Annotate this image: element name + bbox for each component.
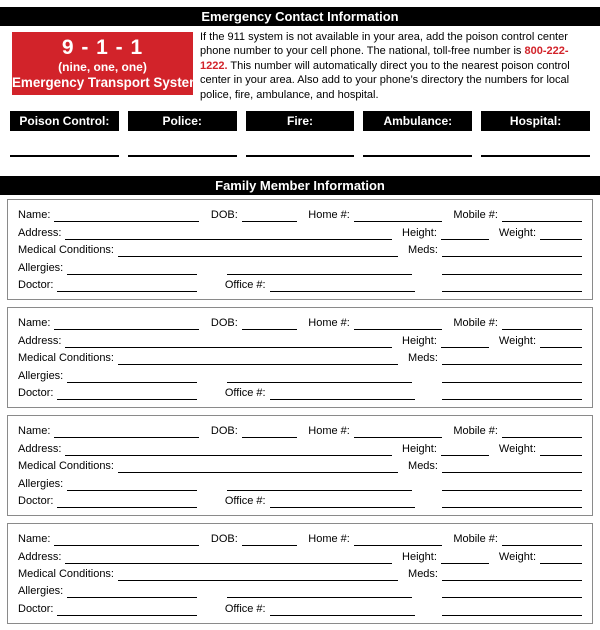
- meds-field: [408, 459, 582, 473]
- medical-conditions-label: Medical Conditions:: [18, 352, 114, 365]
- contact-label-bar-hospital: Hospital:: [481, 111, 590, 131]
- weight-blank: [540, 345, 582, 348]
- ambulance-blank-line: [363, 155, 472, 157]
- member-row-doctor: [18, 275, 582, 292]
- badge-911-number: 9 - 1 - 1: [61, 35, 144, 59]
- hospital-blank-line: [481, 155, 590, 157]
- home-phone-label: Home #:: [308, 317, 350, 330]
- meds-field: [408, 351, 582, 365]
- family-member-card: [7, 199, 593, 300]
- meds-continuation-blank-1: [442, 380, 582, 383]
- member-row-medical: [18, 240, 582, 257]
- meds-continuation-blank-2: [442, 397, 582, 400]
- member-row-address: [18, 222, 582, 239]
- name-blank: [54, 327, 199, 330]
- fire-blank-line: [246, 155, 355, 157]
- office-phone-blank: [270, 505, 415, 508]
- weight-field: [499, 550, 582, 564]
- meds-label: Meds:: [408, 244, 438, 257]
- contact-label-bar-fire: Fire:: [246, 111, 355, 131]
- meds-continuation-blank-1: [442, 595, 582, 598]
- poison-control-paragraph: [200, 30, 587, 102]
- home-phone-blank: [354, 543, 442, 546]
- medical-conditions-blank: [118, 470, 398, 473]
- allergies-field: [18, 261, 197, 275]
- poison-control-blank-line: [10, 155, 119, 157]
- name-field: [18, 316, 199, 330]
- home-phone-label: Home #:: [308, 209, 350, 222]
- dob-blank: [242, 543, 297, 546]
- office-phone-blank: [270, 397, 415, 400]
- address-field: [18, 334, 392, 348]
- mobile-phone-field: [453, 208, 582, 222]
- address-field: [18, 442, 392, 456]
- member-row-doctor: [18, 383, 582, 400]
- mobile-phone-field: [453, 316, 582, 330]
- weight-blank: [540, 237, 582, 240]
- contact-label-bar-ambulance: Ambulance:: [363, 111, 472, 131]
- meds-continuation-blank-1: [442, 488, 582, 491]
- address-label: Address:: [18, 550, 62, 563]
- weight-label: Weight:: [498, 334, 536, 347]
- height-blank: [441, 453, 489, 456]
- height-field: [402, 550, 489, 564]
- weight-label: Weight:: [498, 550, 536, 563]
- height-blank: [441, 561, 489, 564]
- doctor-field: [18, 386, 197, 400]
- meds-blank: [442, 578, 582, 581]
- home-phone-field: [308, 316, 442, 330]
- emergency-info-section: [12, 32, 587, 102]
- height-label: Height:: [402, 226, 437, 239]
- contact-label-bar-poison-control: Poison Control:: [10, 111, 119, 131]
- weight-label: Weight:: [498, 442, 536, 455]
- member-row-identity: [18, 529, 582, 546]
- name-label: Name:: [18, 533, 51, 546]
- family-member-card: [7, 307, 593, 408]
- office-phone-field: [225, 602, 415, 616]
- medical-conditions-label: Medical Conditions:: [18, 568, 114, 581]
- medical-conditions-field: [18, 243, 398, 257]
- doctor-field: [18, 494, 197, 508]
- office-phone-blank: [270, 289, 415, 292]
- allergies-field: [18, 369, 197, 383]
- address-field: [18, 226, 392, 240]
- address-label: Address:: [18, 334, 62, 347]
- meds-continuation-blank-2: [442, 289, 582, 292]
- weight-label: Weight:: [498, 226, 536, 239]
- address-field: [18, 550, 392, 564]
- emergency-contact-form: [0, 7, 600, 630]
- allergies-field: [18, 477, 197, 491]
- allergies-continuation-blank: [227, 380, 412, 383]
- contact-blank-lines: [10, 155, 590, 157]
- name-blank: [54, 543, 199, 546]
- doctor-blank: [57, 505, 197, 508]
- meds-blank: [442, 254, 582, 257]
- contact-label-bar-police: Police:: [128, 111, 237, 131]
- dob-label: DOB:: [210, 317, 238, 330]
- home-phone-field: [308, 208, 442, 222]
- section-header-family: [0, 176, 600, 195]
- height-blank: [441, 345, 489, 348]
- name-label: Name:: [18, 317, 51, 330]
- height-field: [402, 334, 489, 348]
- member-row-medical: [18, 564, 582, 581]
- mobile-phone-blank: [502, 219, 582, 222]
- weight-field: [499, 442, 582, 456]
- member-row-allergies: [18, 365, 582, 382]
- home-phone-field: [308, 532, 442, 546]
- badge-911-subtitle: (nine, one, one): [58, 59, 147, 74]
- contact-label-bars: [10, 111, 590, 131]
- medical-conditions-field: [18, 567, 398, 581]
- mobile-phone-field: [453, 424, 582, 438]
- paragraph-text-before: If the 911 system is not available in your area, add the poison control center phone number to your cell phone. The national, toll-free number is: [200, 31, 568, 58]
- mobile-phone-label: Mobile #:: [453, 533, 498, 546]
- office-phone-label: Office #:: [224, 386, 266, 399]
- doctor-blank: [57, 289, 197, 292]
- member-row-address: [18, 546, 582, 563]
- doctor-blank: [57, 397, 197, 400]
- address-blank: [65, 345, 392, 348]
- family-member-card: [7, 523, 593, 624]
- dob-blank: [242, 435, 297, 438]
- height-blank: [441, 237, 489, 240]
- badge-911-system-label: Emergency Transport System: [12, 74, 202, 90]
- member-row-identity: [18, 205, 582, 222]
- mobile-phone-blank: [502, 543, 582, 546]
- meds-blank: [442, 470, 582, 473]
- allergies-blank: [67, 380, 197, 383]
- office-phone-field: [225, 386, 415, 400]
- meds-blank: [442, 362, 582, 365]
- member-row-address: [18, 330, 582, 347]
- medical-conditions-blank: [118, 254, 398, 257]
- family-member-card: [7, 415, 593, 516]
- doctor-label: Doctor:: [18, 278, 54, 291]
- dob-blank: [242, 219, 297, 222]
- family-section-title: Family Member Information: [215, 178, 385, 194]
- allergies-continuation-blank: [227, 595, 412, 598]
- meds-continuation-blank-2: [442, 613, 582, 616]
- family-member-list: [0, 199, 600, 624]
- mobile-phone-label: Mobile #:: [453, 425, 498, 438]
- member-row-doctor: [18, 491, 582, 508]
- office-phone-field: [225, 278, 415, 292]
- doctor-field: [18, 602, 197, 616]
- medical-conditions-field: [18, 459, 398, 473]
- name-blank: [54, 219, 199, 222]
- allergies-continuation-blank: [227, 272, 412, 275]
- height-label: Height:: [402, 334, 437, 347]
- address-blank: [65, 453, 392, 456]
- height-field: [402, 226, 489, 240]
- dob-label: DOB:: [210, 533, 238, 546]
- allergies-continuation-blank: [227, 488, 412, 491]
- allergies-blank: [67, 488, 197, 491]
- member-row-allergies: [18, 257, 582, 274]
- dob-blank: [242, 327, 297, 330]
- weight-field: [499, 334, 582, 348]
- office-phone-label: Office #:: [224, 278, 266, 291]
- address-blank: [65, 561, 392, 564]
- allergies-label: Allergies:: [18, 477, 64, 490]
- meds-field: [408, 567, 582, 581]
- dob-label: DOB:: [210, 209, 238, 222]
- allergies-blank: [67, 272, 197, 275]
- meds-label: Meds:: [408, 568, 438, 581]
- mobile-phone-blank: [502, 327, 582, 330]
- home-phone-blank: [354, 435, 442, 438]
- police-blank-line: [128, 155, 237, 157]
- allergies-label: Allergies:: [18, 261, 64, 274]
- office-phone-label: Office #:: [224, 602, 266, 615]
- meds-field: [408, 243, 582, 257]
- dob-field: [211, 316, 297, 330]
- home-phone-blank: [354, 219, 442, 222]
- office-phone-blank: [270, 613, 415, 616]
- name-field: [18, 532, 199, 546]
- badge-911: [12, 32, 202, 95]
- weight-blank: [540, 453, 582, 456]
- member-row-medical: [18, 348, 582, 365]
- doctor-field: [18, 278, 197, 292]
- name-label: Name:: [18, 209, 51, 222]
- home-phone-label: Home #:: [308, 533, 350, 546]
- name-label: Name:: [18, 425, 51, 438]
- office-phone-label: Office #:: [224, 494, 266, 507]
- meds-continuation-blank-1: [442, 272, 582, 275]
- address-label: Address:: [18, 442, 62, 455]
- mobile-phone-label: Mobile #:: [453, 317, 498, 330]
- member-row-address: [18, 438, 582, 455]
- mobile-phone-blank: [502, 435, 582, 438]
- doctor-label: Doctor:: [18, 386, 54, 399]
- home-phone-blank: [354, 327, 442, 330]
- member-row-allergies: [18, 581, 582, 598]
- weight-blank: [540, 561, 582, 564]
- member-row-identity: [18, 313, 582, 330]
- member-row-allergies: [18, 473, 582, 490]
- medical-conditions-label: Medical Conditions:: [18, 244, 114, 257]
- doctor-blank: [57, 613, 197, 616]
- mobile-phone-label: Mobile #:: [453, 209, 498, 222]
- name-blank: [54, 435, 199, 438]
- meds-label: Meds:: [408, 460, 438, 473]
- dob-field: [211, 208, 297, 222]
- medical-conditions-blank: [118, 578, 398, 581]
- office-phone-field: [225, 494, 415, 508]
- member-row-doctor: [18, 598, 582, 615]
- height-label: Height:: [402, 442, 437, 455]
- allergies-label: Allergies:: [18, 585, 64, 598]
- mobile-phone-field: [453, 532, 582, 546]
- allergies-blank: [67, 595, 197, 598]
- address-label: Address:: [18, 226, 62, 239]
- name-field: [18, 208, 199, 222]
- home-phone-field: [308, 424, 442, 438]
- name-field: [18, 424, 199, 438]
- weight-field: [499, 226, 582, 240]
- member-row-identity: [18, 421, 582, 438]
- allergies-field: [18, 584, 197, 598]
- section-header-emergency: [0, 7, 600, 26]
- dob-field: [211, 424, 297, 438]
- member-row-medical: [18, 456, 582, 473]
- poison-control-phone-number: 800-222-1222.: [200, 45, 569, 72]
- dob-label: DOB:: [210, 425, 238, 438]
- height-field: [402, 442, 489, 456]
- paragraph-text-after: This number will automatically direct you to the nearest poison control center in your area. Also add to your phone’s directory the numbers for local police, fire, ambulance, and hospital.: [200, 59, 570, 101]
- doctor-label: Doctor:: [18, 602, 54, 615]
- emergency-section-title: Emergency Contact Information: [201, 9, 399, 24]
- doctor-label: Doctor:: [18, 494, 54, 507]
- meds-continuation-blank-2: [442, 505, 582, 508]
- medical-conditions-field: [18, 351, 398, 365]
- meds-label: Meds:: [408, 352, 438, 365]
- medical-conditions-label: Medical Conditions:: [18, 460, 114, 473]
- dob-field: [211, 532, 297, 546]
- height-label: Height:: [402, 550, 437, 563]
- allergies-label: Allergies:: [18, 369, 64, 382]
- medical-conditions-blank: [118, 362, 398, 365]
- address-blank: [65, 237, 392, 240]
- home-phone-label: Home #:: [308, 425, 350, 438]
